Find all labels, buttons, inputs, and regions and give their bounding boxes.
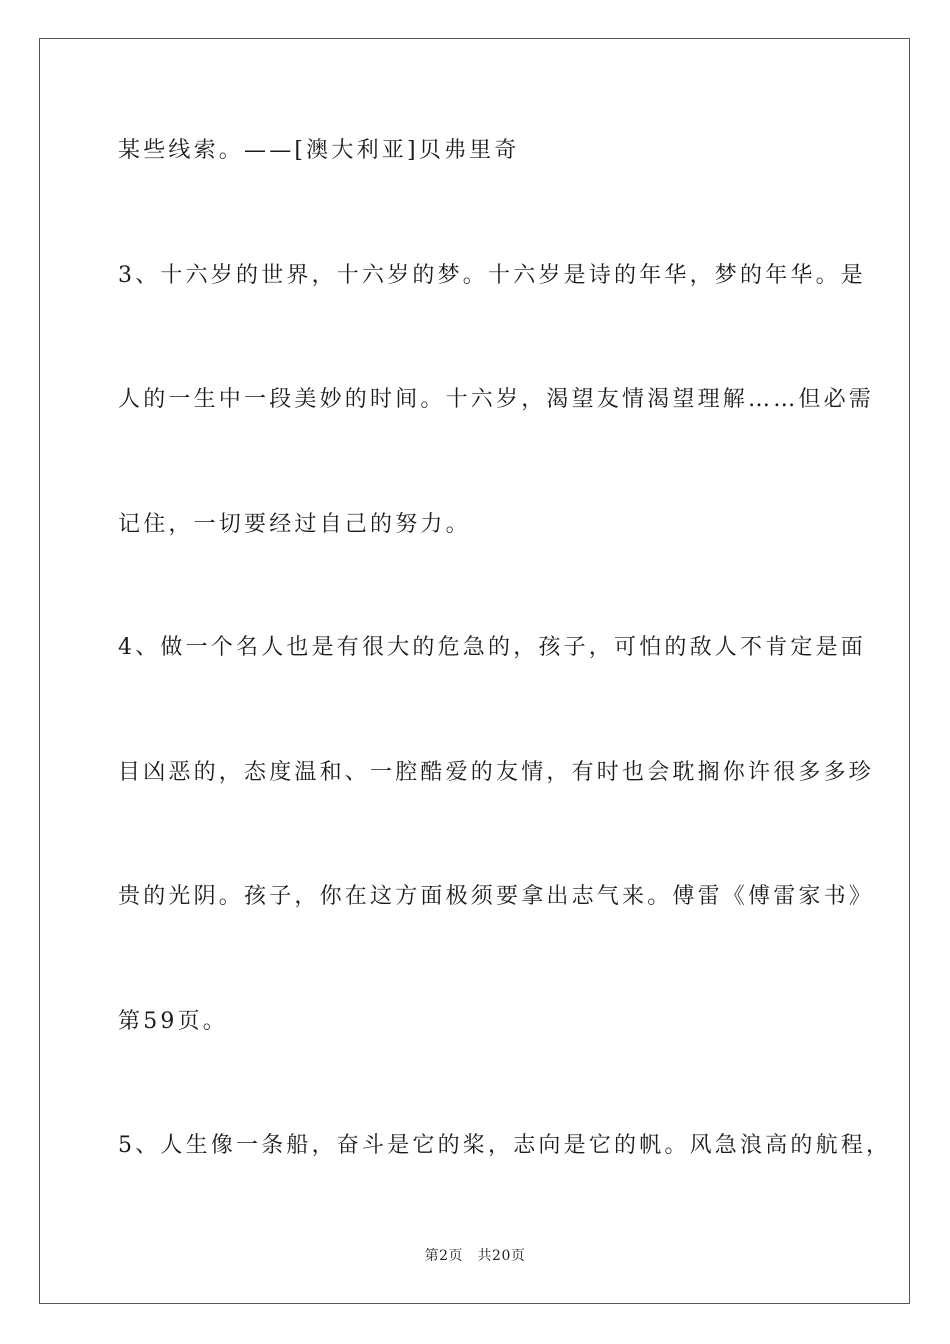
text-line-9: 5、人生像一条船，奋斗是它的桨，志向是它的帆。风急浪高的航程， [118,1133,892,1158]
page-border [39,38,910,1304]
text-line-8: 第59页。 [118,1009,228,1034]
page-number: 第2页 共20页 [424,1248,526,1264]
text-line-4: 记住，一切要经过自己的努力。 [118,512,471,537]
text-line-3: 人的一生中一段美妙的时间。十六岁，渴望友情渴望理解……但必需 [118,387,875,412]
text-line-2: 3、十六岁的世界，十六岁的梦。十六岁是诗的年华，梦的年华。是 [118,263,866,288]
text-line-7: 贵的光阴。孩子，你在这方面极须要拿出志气来。傅雷《傅雷家书》 [118,884,875,909]
text-line-5: 4、做一个名人也是有很大的危急的，孩子，可怕的敌人不肯定是面 [118,635,866,660]
text-line-6: 目凶恶的，态度温和、一腔酷爱的友情，有时也会耽搁你许很多多珍 [118,760,875,785]
text-line-1: 某些线索。——[澳大利亚]贝弗里奇 [118,138,520,163]
